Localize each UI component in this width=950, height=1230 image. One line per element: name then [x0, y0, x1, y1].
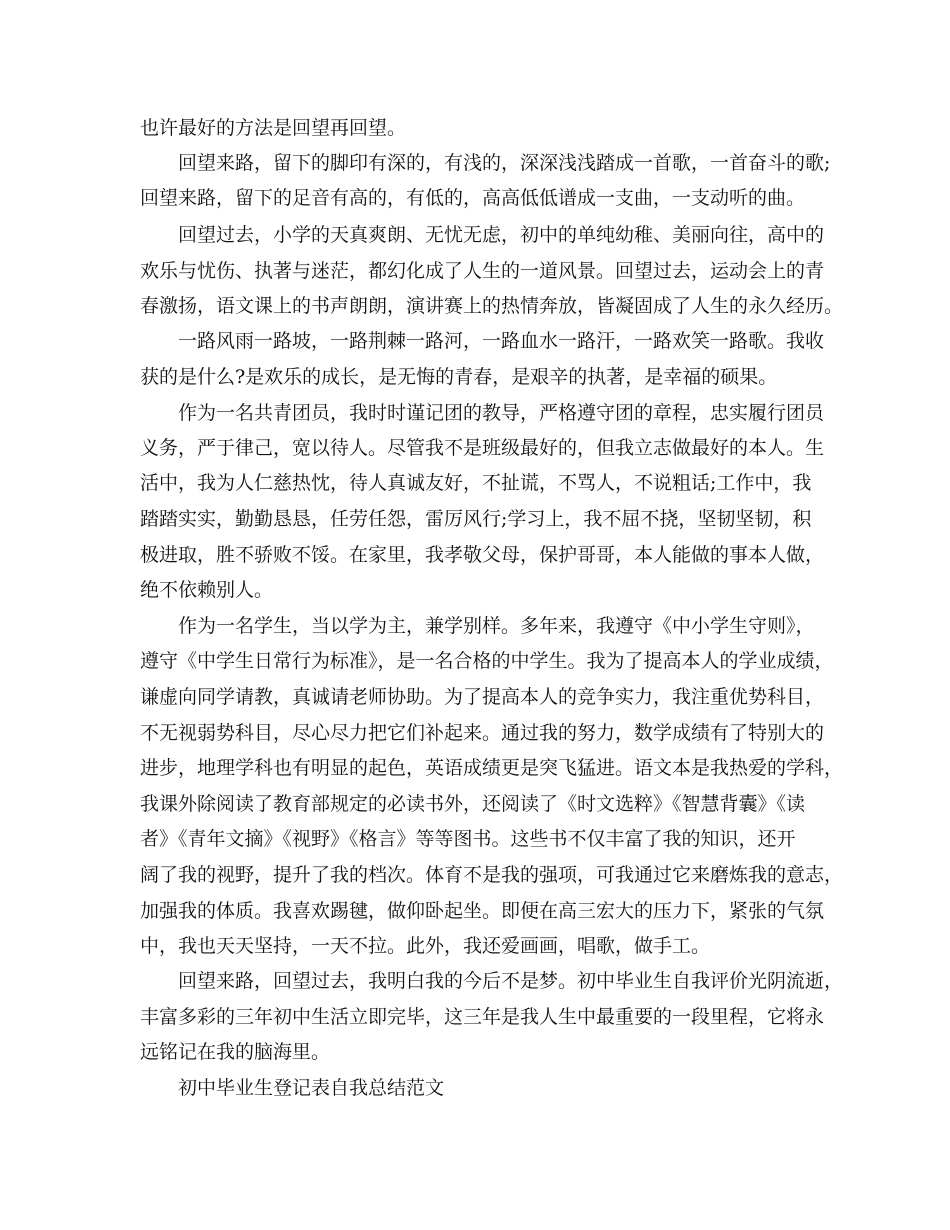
- text-line: 活中，我为人仁慈热忱，待人真诚友好，不扯谎，不骂人，不说粗话;工作中，我: [140, 472, 812, 494]
- text-line: 回望过去，小学的天真爽朗、无忧无虑，初中的单纯幼稚、美丽向往，高中的: [178, 224, 825, 246]
- text-line: 也许最好的方法是回望再回望。: [140, 117, 407, 139]
- text-line: 丰富多彩的三年初中生活立即完毕，这三年是我人生中最重要的一段里程，它将永: [140, 1006, 825, 1028]
- text-line: 回望来路，回望过去，我明白我的今后不是梦。初中毕业生自我评价光阴流逝，: [178, 970, 844, 992]
- text-line: 阔了我的视野，提升了我的档次。体育不是我的强项，可我通过它来磨炼我的意志，: [140, 864, 844, 886]
- text-line: 遵守《中学生日常行为标准》，是一名合格的中学生。我为了提高本人的学业成绩，: [140, 650, 834, 672]
- text-line: 踏踏实实，勤勤恳恳，任劳任怨，雷厉风行;学习上，我不屈不挠，坚韧坚韧，积: [140, 508, 812, 530]
- text-line: 获的是什么?是欢乐的成长，是无悔的青春，是艰辛的执著，是幸福的硕果。: [140, 366, 778, 388]
- text-line: 回望来路，留下的脚印有深的，有浅的，深深浅浅踏成一首歌，一首奋斗的歌;: [178, 152, 831, 174]
- text-line: 一路风雨一路坡，一路荆棘一路河，一路血水一路汗，一路欢笑一路歌。我收: [178, 330, 825, 352]
- text-line: 绝不依赖别人。: [140, 579, 274, 601]
- text-line: 作为一名学生，当以学为主，兼学别样。多年来，我遵守《中小学生守则》，: [178, 615, 815, 637]
- text-line: 欢乐与忧伤、执著与迷茫，都幻化成了人生的一道风景。回望过去，运动会上的青: [140, 260, 825, 282]
- text-line: 极进取，胜不骄败不馁。在家里，我孝敬父母，保护哥哥，本人能做的事本人做，: [140, 544, 825, 566]
- text-line: 者》《青年文摘》《视野》《格言》等等图书。这些书不仅丰富了我的知识，还开: [140, 828, 796, 850]
- text-line: 我课外除阅读了教育部规定的必读书外，还阅读了《时文选粹》《智慧背囊》《读: [140, 793, 806, 815]
- text-line: 远铭记在我的脑海里。: [140, 1041, 331, 1063]
- text-line: 加强我的体质。我喜欢踢毽，做仰卧起坐。即便在高三宏大的压力下，紧张的气氛: [140, 900, 825, 922]
- text-line: 谦虚向同学请教，真诚请老师协助。为了提高本人的竞争实力，我注重优势科目，: [140, 686, 825, 708]
- text-line: 春激扬，语文课上的书声朗朗，演讲赛上的热情奔放，皆凝固成了人生的永久经历。: [140, 295, 844, 317]
- text-line: 进步，地理学科也有明显的起色，英语成绩更是突飞猛进。语文本是我热爱的学科，: [140, 757, 844, 779]
- text-line: 不无视弱势科目，尽心尽力把它们补起来。通过我的努力，数学成绩有了特别大的: [140, 722, 825, 744]
- text-line: 回望来路，留下的足音有高的，有低的，高高低低谱成一支曲，一支动听的曲。: [140, 187, 806, 209]
- text-line: 作为一名共青团员，我时时谨记团的教导，严格遵守团的章程，忠实履行团员: [178, 402, 825, 424]
- text-line: 中，我也天天坚持，一天不拉。此外，我还爱画画，唱歌，做手工。: [140, 935, 711, 957]
- text-line: 义务，严于律己，宽以待人。尽管我不是班级最好的，但我立志做最好的本人。生: [140, 437, 825, 459]
- text-line: 初中毕业生登记表自我总结范文: [178, 1077, 445, 1099]
